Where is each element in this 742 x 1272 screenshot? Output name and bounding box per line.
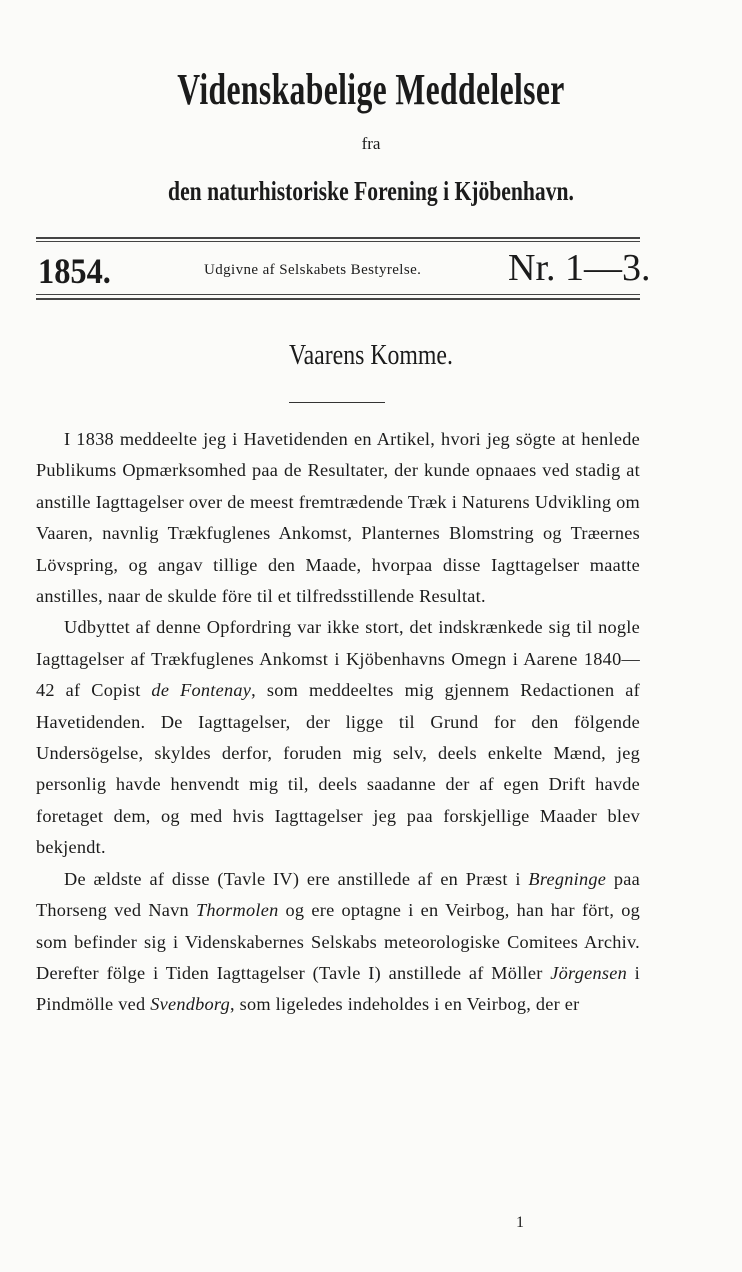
- society-subtitle: den naturhistoriske Forening i Kjöbenhavn.: [168, 176, 574, 206]
- italic-place: Bregninge: [528, 868, 607, 889]
- title-divider: [289, 402, 385, 403]
- paragraph: [36, 864, 640, 1021]
- text-run: , som meddeeltes mig gjennem Redactionen af Havetidenden. De Iagttagelser, der ligge til Grund for den fölgende Undersögelse, skyldes derfor, foruden mig selv, deels enkelte Mænd, jeg personlig havde henvendt mig til, deels saadanne der af egen Drift havde foretaget dem, og med hvis Iagttagelser jeg paa forskjellige Maader blev bekjendt.: [36, 680, 640, 858]
- article-title: Vaarens Komme.: [289, 340, 453, 371]
- text-run: og ere optagne i en Veirbog, han har fört, og som befinder sig i Videnskabernes Selskabs meteorologiske Comitees Archiv. Derefter fölge i Tiden Iagttagelser (Tavle I) anstillede af Möller: [36, 900, 641, 983]
- header-rule-bottom: [36, 298, 640, 300]
- italic-place: Svendborg: [150, 994, 230, 1015]
- text-run: i Pindmölle ved: [36, 962, 640, 1015]
- paragraph: [36, 424, 640, 612]
- italic-name: Thormolen: [195, 900, 279, 921]
- italic-name: Jörgensen: [550, 962, 627, 983]
- publisher-line: Udgivne af Selskabets Bestyrelse.: [204, 262, 422, 278]
- article-body: [36, 424, 640, 1021]
- issue-number: Nr. 1—3.: [508, 247, 651, 289]
- text-run: paa Thorseng ved Navn: [36, 868, 640, 921]
- signature-mark: 1: [516, 1214, 524, 1231]
- text-run: De ældste af disse (Tavle IV) ere anstillede af en Præst i: [64, 868, 529, 889]
- publication-year: 1854.: [38, 251, 111, 291]
- paragraph: [36, 612, 640, 863]
- text-run: , som ligeledes indeholdes i en Veirbog, der er: [229, 994, 580, 1015]
- text-run: I 1838 meddeelte jeg i Havetidenden en Artikel, hvori jeg sögte at henlede Publikums Opmærksomhed paa de Resultater, der kunde opnaaes ved stadig at anstille Iagttagelser over de meest fremtrædende Træk i Naturens Udvikling om Vaaren, navnlig Trækfuglenes Ankomst, Planternes Blomstring og Træernes Lövspring, og angav tillige den Maade, hvorpaa disse Iagttagelser maatte anstilles, naar de skulde före til et tilfredsstillende Resultat.: [36, 429, 640, 607]
- fra-line: fra: [361, 134, 381, 153]
- header-rule-bottom-thin: [36, 294, 640, 295]
- header-rule-top: [36, 237, 640, 239]
- header-rule-top-thin: [36, 241, 640, 242]
- journal-title: Videnskabelige Meddelelser: [177, 65, 565, 114]
- text-run: Udbyttet af denne Opfordring var ikke stort, det indskrænkede sig til nogle Iagttagelser af Trækfuglenes Ankomst i Kjöbenhavns Omegn i Aarene 1840—42 af Copist: [36, 617, 640, 701]
- italic-name: de Fontenay: [151, 680, 252, 701]
